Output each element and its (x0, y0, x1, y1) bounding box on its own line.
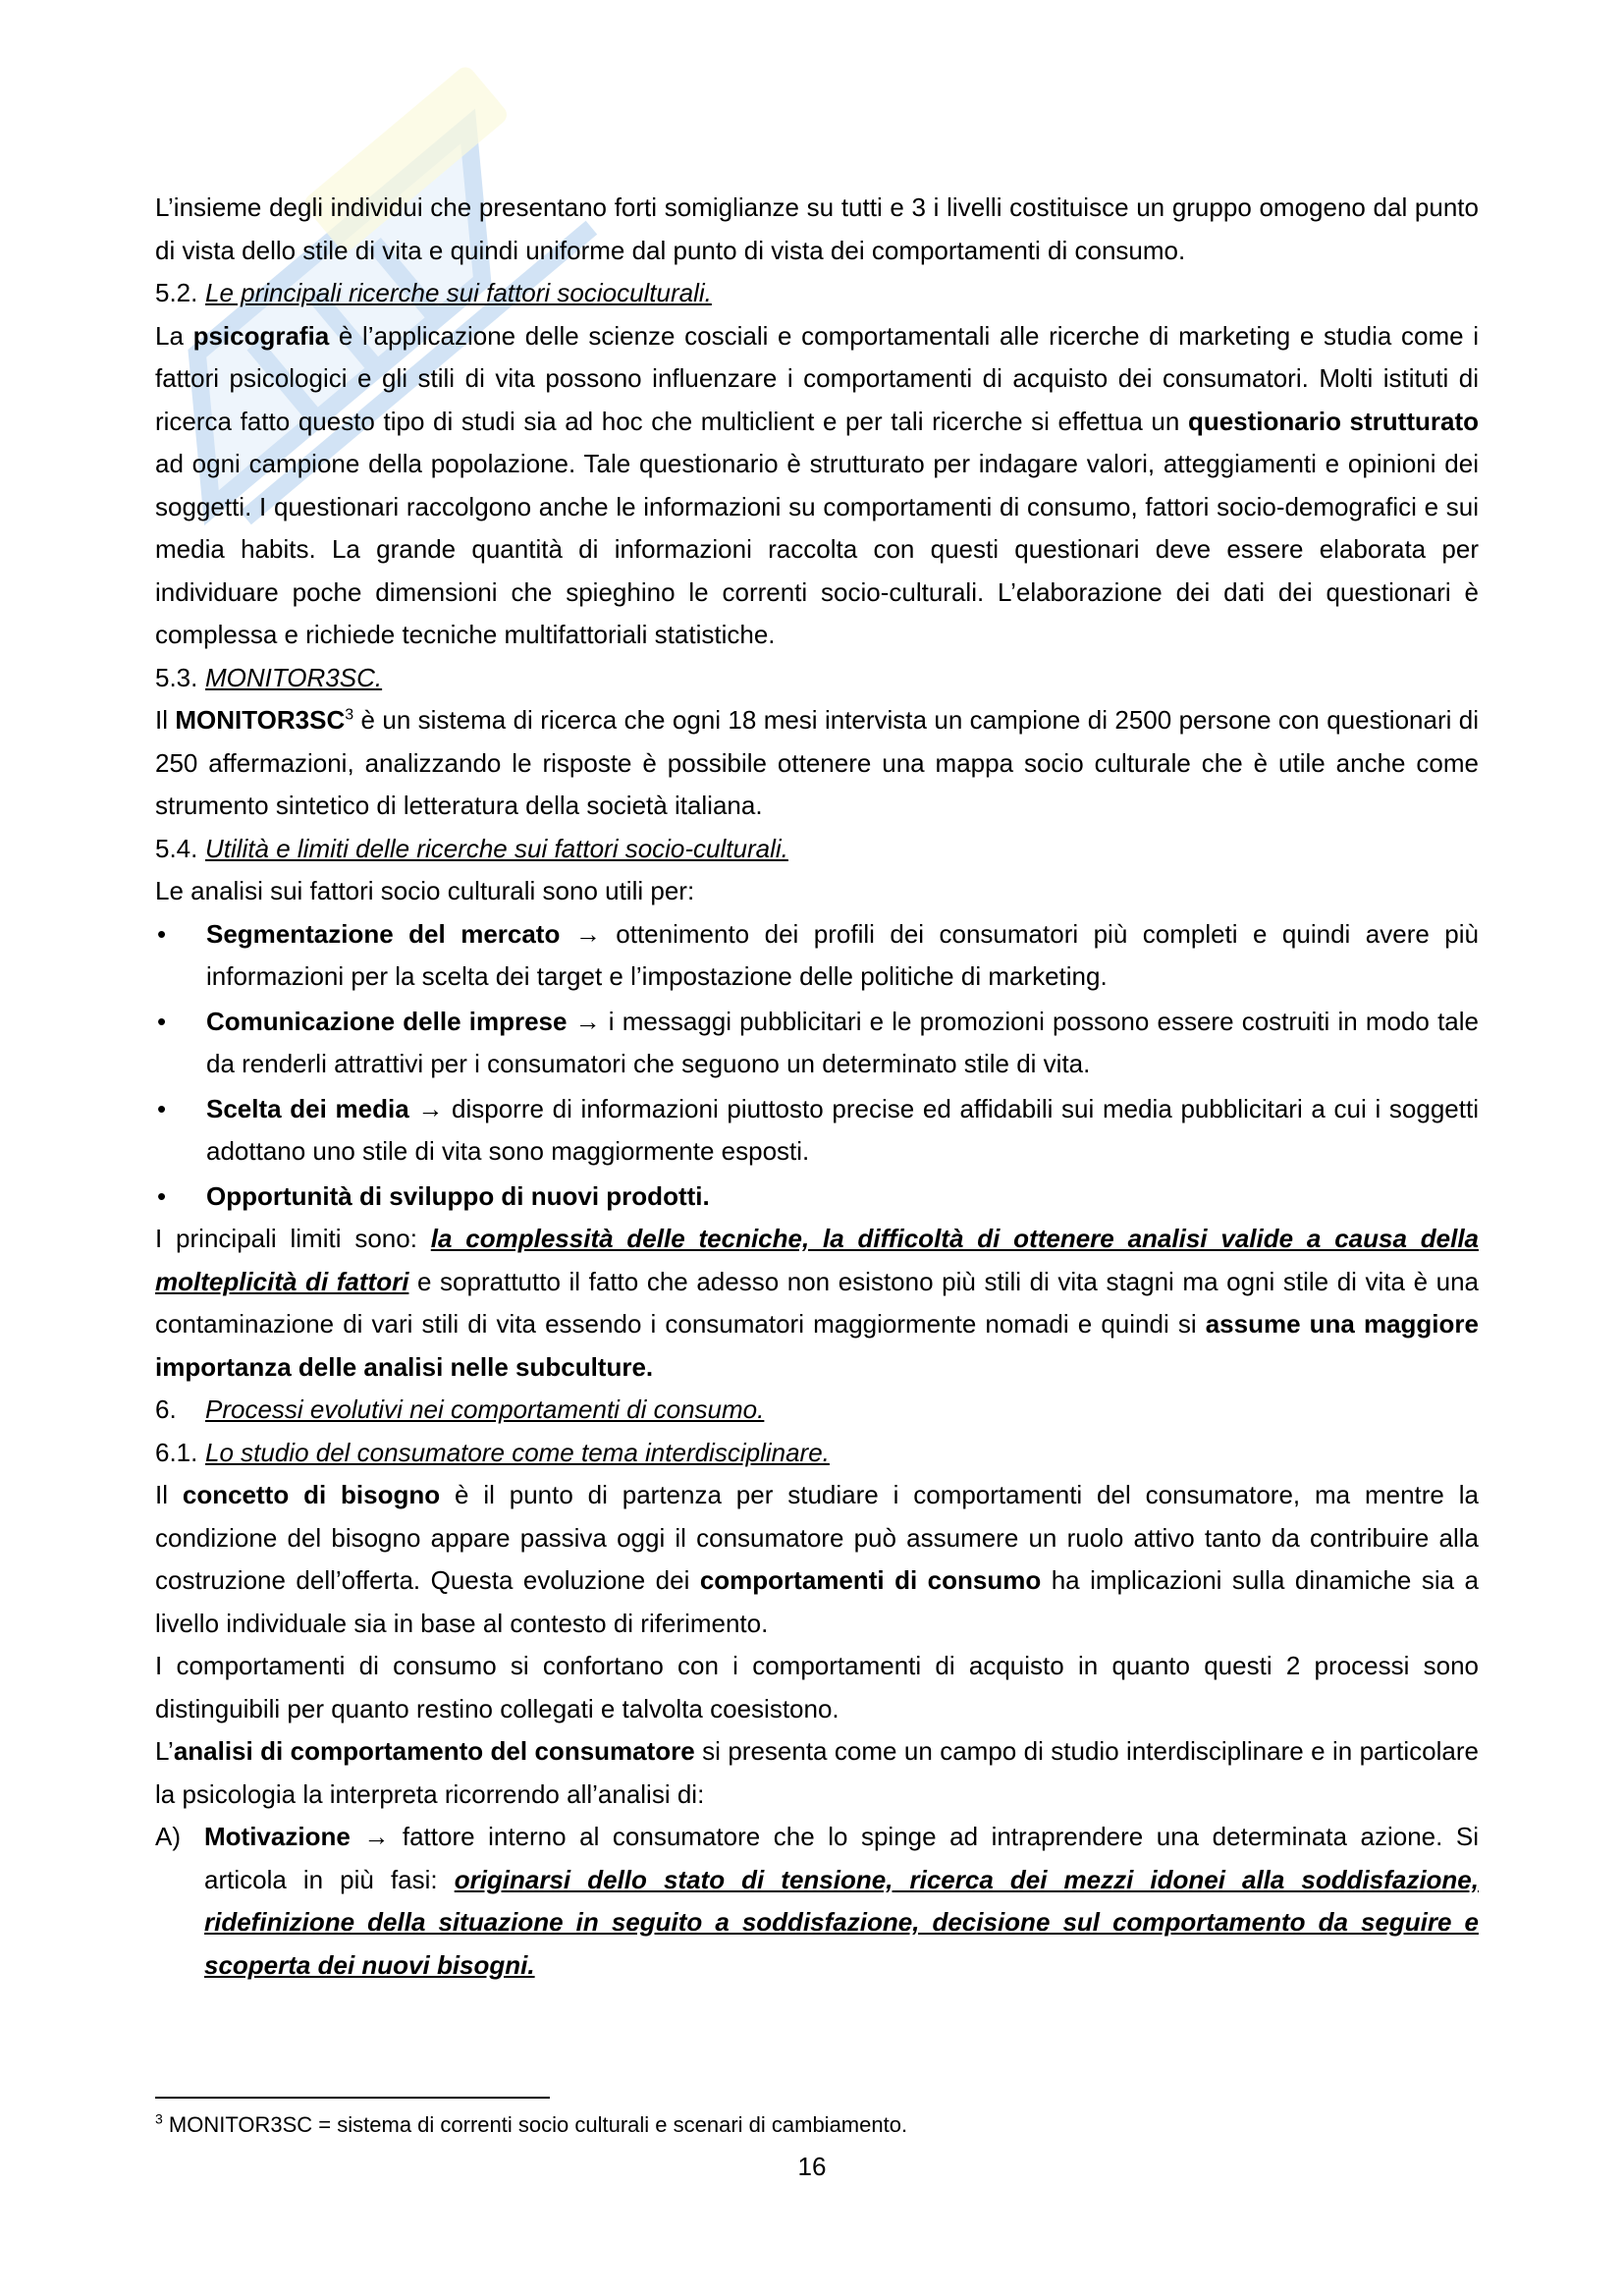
section-title: Processi evolutivi nei comportamenti di consumo. (205, 1394, 765, 1424)
section-number: 5.2. (155, 278, 198, 307)
bullet-icon: • (157, 1093, 167, 1123)
section-number: 6.1. (155, 1437, 198, 1467)
section-title: Utilità e limiti delle ricerche sui fattori socio-culturali. (205, 833, 788, 863)
section-title: Le principali ricerche sui fattori socioculturali. (205, 278, 712, 307)
bullet-icon: • (157, 918, 167, 949)
footnote-ref: 3 (345, 706, 354, 724)
paragraph-analisi-intro: Le analisi sui fattori socio culturali sono utili per: (155, 876, 695, 905)
section-heading-6-1 (155, 1432, 1479, 1475)
section-heading-5-2 (155, 272, 1479, 315)
bullet-icon: • (157, 1180, 167, 1211)
section-number: 5.3. (155, 662, 198, 692)
paragraph-intro: L’insieme degli individui che presentano forti somiglianze su tutti e 3 i livelli costituisce un gruppo omogeno dal punto di vista dello stile di vita e quindi uniforme dal punto di vista dei comportamenti di consumo. (155, 192, 1479, 265)
paragraph-comportamenti: I comportamenti di consumo si confortano con i comportamenti di acquisto in quanto questi 2 processi sono distinguibili per quanto restino collegati e talvolta coesistono. (155, 1651, 1479, 1723)
paragraph-analisi-comportamento: L’analisi di comportamento del consumatore si presenta come un campo di studio interdisciplinare e in particolare la psicologia la interpreta ricorrendo all’analisi di: (155, 1736, 1479, 1809)
section-number: 5.4. (155, 833, 198, 863)
section-title: MONITOR3SC. (205, 662, 383, 692)
list-item: • Opportunità di sviluppo di nuovi prodotti. (155, 1175, 1479, 1219)
section-title: Lo studio del consumatore come tema interdisciplinare. (205, 1437, 830, 1467)
footnote (155, 2110, 907, 2140)
list-marker: A) (155, 1822, 181, 1851)
document-body (155, 187, 1479, 1987)
footnote-text: MONITOR3SC = sistema di correnti socio culturali e scenari di cambiamento. (162, 2112, 908, 2137)
page-number: 16 (797, 2152, 827, 2181)
section-heading-5-4 (155, 828, 1479, 871)
list-item: • Comunicazione delle imprese → i messaggi pubblicitari e le promozioni possono essere costruiti in modo tale da renderli attrattivi per i consumatori che seguono un determinato stile di vita. (155, 1001, 1479, 1086)
section-heading-5-3 (155, 657, 1479, 700)
bullet-icon: • (157, 1006, 167, 1036)
list-item-a: A) Motivazione → fattore interno al consumatore che lo spinge ad intraprendere una determinata azione. Si articola in più fasi: originarsi dello stato di tensione, ricerca dei mezzi idonei alla soddisfazione, ridefinizione della situazione in seguito a soddisfazione, decisione sul comportamento da seguire e scoperta dei nuovi bisogni. (155, 1816, 1479, 1987)
section-heading-6 (155, 1389, 1479, 1432)
paragraph-monitor3sc: Il $MONITOR3SC^3$ è un sistema di ricerca che ogni 18 mesi intervista un campione di 2500 persone con questionari di 250 affermazioni, analizzando le risposte è possibile ottenere una mappa socio culturale che è utile anche come strumento sintetico di letteratura della società italiana. (155, 705, 1479, 820)
footnote-number: 3 (155, 2110, 163, 2127)
section-number: 6. (155, 1394, 177, 1424)
paragraph-bisogno: Il concetto di bisogno è il punto di partenza per studiare i comportamenti del consumatore, ma mentre la condizione del bisogno appare passiva oggi il consumatore può assumere un ruolo attivo tanto da contribuire alla costruzione dell’offerta. Questa evoluzione dei comportamenti di consumo ha implicazioni sulla dinamiche sia a livello individuale sia in base al contesto di riferimento. (155, 1480, 1479, 1638)
paragraph-limiti: I principali limiti sono: la complessità delle tecniche, la difficoltà di ottenere analisi valide a causa della molteplicità di fattori e soprattutto il fatto che adesso non esistono più stili di vita stagni ma ogni stile di vita è una contaminazione di vari stili di vita essendo i consumatori maggiormente nomadi e quindi si assume una maggiore importanza delle analisi nelle subculture. (155, 1224, 1480, 1382)
footnote-separator (155, 2097, 550, 2099)
paragraph-psicografia: La psicografia è l’applicazione delle scienze cosciali e comportamentali alle ricerche di marketing e studia come i fattori psicologici e gli stili di vita possono influenzare i comportamenti di acquisto dei consumatori. Molti istituti di ricerca fatto questo tipo di studi sia ad hoc che multiclient e per tali ricerche si effettua un questionario strutturato ad ogni campione della popolazione. Tale questionario è strutturato per indagare valori, atteggiamenti e opinioni dei soggetti. I questionari raccolgono anche le informazioni su comportamenti di consumo, fattori socio-demografici e sui media habits. La grande quantità di informazioni raccolta con questi questionari deve essere elaborata per individuare poche dimensioni che spieghino le correnti socio-culturali. L’elaborazione dei dati dei questionari è complessa e richiede tecniche multifattoriali statistiche. (155, 320, 1479, 649)
list-item: • Segmentazione del mercato → ottenimento dei profili dei consumatori più completi e quindi avere più informazioni per la scelta dei target e l’impostazione delle politiche di marketing. (155, 913, 1479, 999)
list-item: • Scelta dei media → disporre di informazioni piuttosto precise ed affidabili sui media pubblicitari a cui i soggetti adottano uno stile di vita sono maggiormente esposti. (155, 1088, 1479, 1174)
